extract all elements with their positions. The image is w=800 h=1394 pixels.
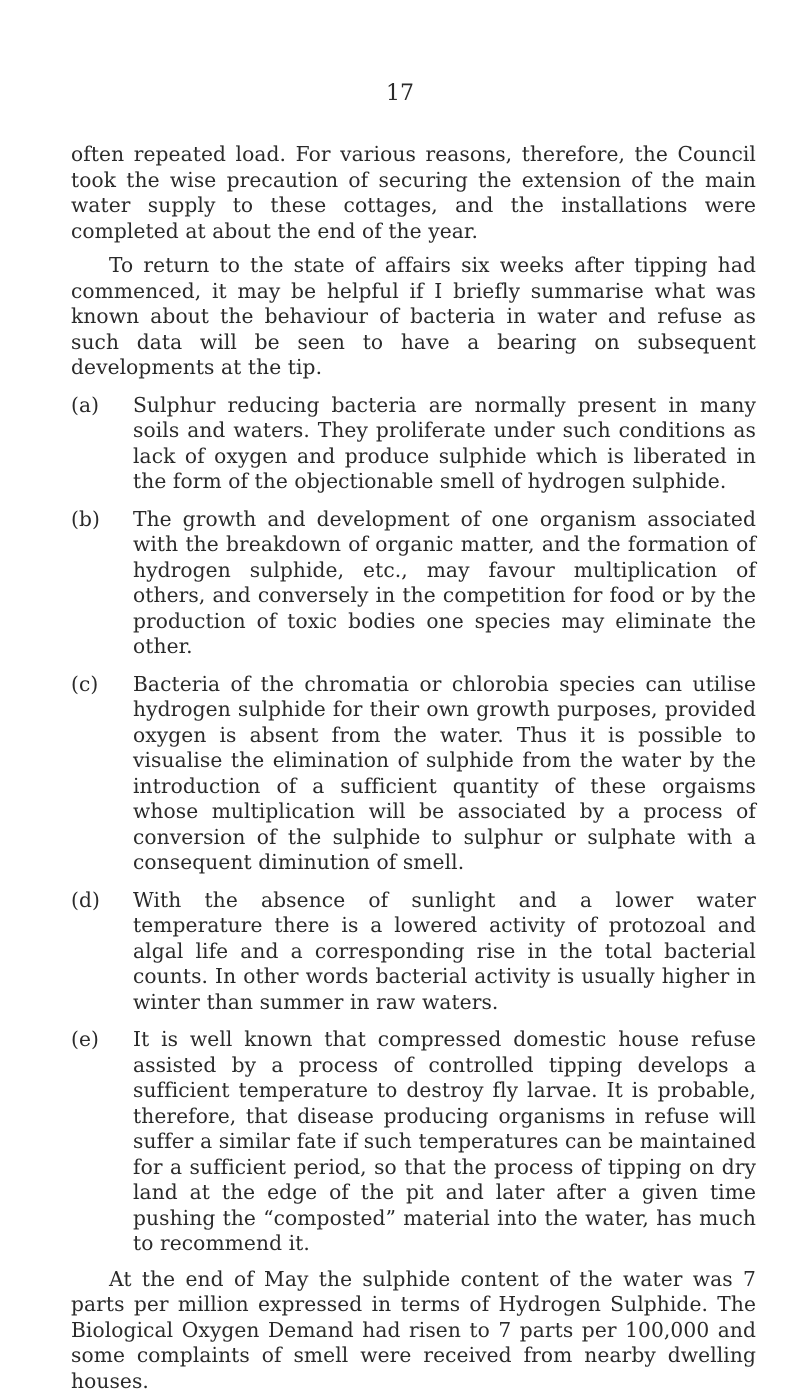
list-item-b [71,507,756,660]
list-item-text: Bacteria of the chromatia or chlorobia species can utilise hydrogen sulphide for their own growth purposes, provided oxygen is absent from the water. Thus it is possible to visualise the elimination of sulphide from the water by the introduction of a sufficient quantity of these orgaisms whose multiplication will be associated by a process of conversion of the sulphide to sulphur or sulphate with a consequent diminution of smell. [133,672,756,876]
list-item-label: (e) [71,1027,133,1257]
paragraph-summary-intro: To return to the state of affairs six weeks after tipping had commenced, it may be helpful if I briefly summarise what was known about the behaviour of bacteria in water and refuse as such data will be seen to have a bearing on subsequent developments at the tip. [71,253,756,381]
list-item-label: (a) [71,393,133,495]
list-item-c [71,672,756,876]
list-item-e [71,1027,756,1257]
list-item-a [71,393,756,495]
paragraph-closing: At the end of May the sulphide content of the water was 7 parts per million expressed in terms of Hydrogen Sulphide. The Biological Oxygen Demand had risen to 7 parts per 100,000 and some complaints of smell were received from nearby dwelling houses. [71,1267,756,1394]
list-item-text: Sulphur reducing bacteria are normally present in many soils and waters. They proliferate under such conditions as lack of oxygen and produce sulphide which is liberated in the form of the objectionable smell of hydrogen sulphide. [133,393,756,495]
paragraph-continuation: often repeated load. For various reasons, therefore, the Council took the wise precaution of securing the extension of the main water supply to these cottages, and the installations were completed at about the end of the year. [71,142,756,244]
list-item-label: (c) [71,672,133,876]
page-number: 17 [0,80,800,108]
list-item-label: (d) [71,888,133,1016]
body-text [71,142,756,1394]
list-item-text: It is well known that compressed domestic house refuse assisted by a process of controlled tipping develops a sufficient temperature to destroy fly larvae. It is probable, therefore, that disease producing organisms in refuse will suffer a similar fate if such temperatures can be maintained for a sufficient period, so that the process of tipping on dry land at the edge of the pit and later after a given time pushing the “composted” material into the water, has much to recommend it. [133,1027,756,1257]
list-item-d [71,888,756,1016]
list-item-text: With the absence of sunlight and a lower water temperature there is a lowered activity of protozoal and algal life and a corresponding rise in the total bacterial counts. In other words bacterial activity is usually higher in winter than summer in raw waters. [133,888,756,1016]
list-item-label: (b) [71,507,133,660]
list-item-text: The growth and development of one organism associated with the breakdown of organic matter, and the formation of hydrogen sulphide, etc., may favour multiplication of others, and conversely in the competition for food or by the production of toxic bodies one species may eliminate the other. [133,507,756,660]
